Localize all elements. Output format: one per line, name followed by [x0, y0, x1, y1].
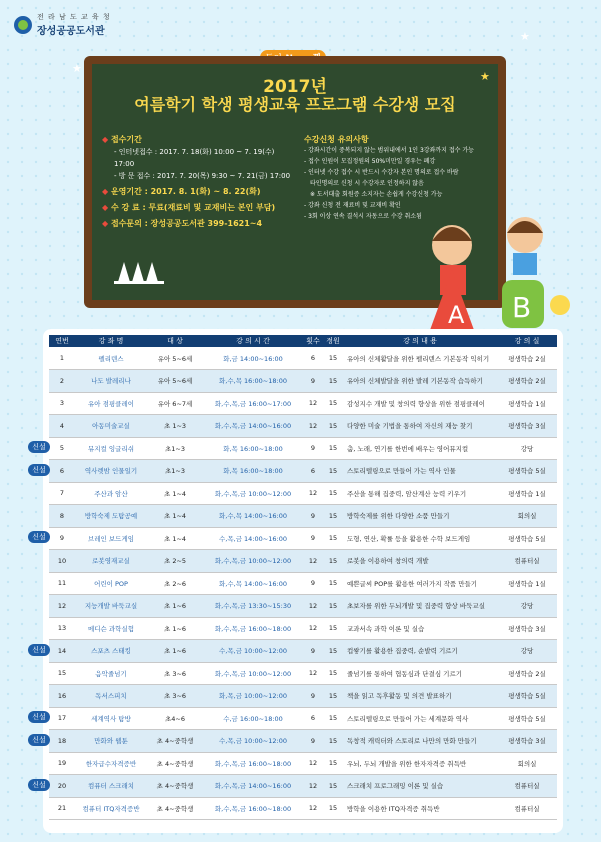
table-cell: 스토리텔링으로 만들어 가는 세계문화 역사 [343, 707, 497, 730]
table-cell: 초 4~중학생 [147, 730, 203, 753]
table-cell: 유아 점핑클레이 [75, 392, 147, 415]
table-cell: 평생학습 3실 [497, 617, 557, 640]
table-cell: 초 1~6 [147, 617, 203, 640]
table-cell: 초 1~6 [147, 640, 203, 663]
board-right-line: ※ 도서대출 회원증 소지자는 손쉽게 수강신청 가능 [310, 191, 443, 198]
table-cell: 화,금 14:00~16:00 [203, 347, 303, 370]
new-course-badge: 신설 [28, 779, 50, 791]
table-row [49, 460, 557, 483]
table-cell: 초 2~6 [147, 572, 203, 595]
table-row [49, 617, 557, 640]
table-cell: 6 [303, 347, 323, 370]
table-cell: 화,수,목,금 10:00~12:00 [203, 482, 303, 505]
table-cell: 12 [303, 775, 323, 798]
table-cell: 평생학습 1실 [497, 572, 557, 595]
table-cell: 도형, 연산, 확률 등을 활용한 수학 보드게임 [343, 527, 497, 550]
program-table [49, 335, 557, 820]
table-row [49, 415, 557, 438]
table-cell: 15 [323, 370, 343, 393]
table-cell: 화,수,목,금 10:00~12:00 [203, 550, 303, 573]
table-cell: 15 [323, 730, 343, 753]
table-row [49, 347, 557, 370]
board-right-line: - 강좌시간이 중복되지 않는 범위내에서 1인 3강좌까지 접수 가능 [304, 147, 474, 154]
table-cell: 15 [323, 572, 343, 595]
table-cell: 9 [49, 527, 75, 550]
table-cell: 6 [303, 460, 323, 483]
table-cell: 춤, 노래, 연기를 한번에 배우는 영어뮤지컬 [343, 437, 497, 460]
table-row [49, 797, 557, 820]
table-cell: 교과서속 과학 이론 및 실습 [343, 617, 497, 640]
table-cell: 12 [303, 482, 323, 505]
new-course-badge: 신설 [28, 441, 50, 453]
table-cell: 초 1~4 [147, 505, 203, 528]
table-cell: 12 [303, 415, 323, 438]
table-cell: 강당 [497, 640, 557, 663]
board-right-head: 수강신청 유의사항 [304, 135, 369, 144]
table-cell: 유아의 신체발달을 위한 발레 기본동작 습득하기 [343, 370, 497, 393]
table-cell: 평생학습 1실 [497, 482, 557, 505]
table-cell: 9 [303, 572, 323, 595]
table-header-row [49, 335, 557, 347]
table-cell: 유아 5~6세 [147, 370, 203, 393]
table-cell: 방학숙제를 위한 다양한 소품 만들기 [343, 505, 497, 528]
table-cell: 화,목 16:00~18:00 [203, 437, 303, 460]
table-cell: 15 [323, 752, 343, 775]
table-cell: 아동미술교실 [75, 415, 147, 438]
table-cell: 수,목,금 10:00~12:00 [203, 640, 303, 663]
table-row [49, 437, 557, 460]
table-cell: 회의실 [497, 752, 557, 775]
table-cell: 15 [323, 685, 343, 708]
logo-title: 장성공공도서관 [37, 26, 105, 37]
table-cell: 독서스피치 [75, 685, 147, 708]
kids-abc-illustration [410, 205, 570, 330]
table-cell: 15 [323, 617, 343, 640]
board-left-head: ◆ 운영기간 : 2017. 8. 1(화) ~ 8. 22(화) [102, 186, 292, 198]
board-left-line: - 인터넷접수 : 2017. 7. 18(화) 10:00 ~ 7. 19(수) 17:00 [114, 148, 275, 168]
table-cell: 화,수,목,금 16:00~18:00 [203, 797, 303, 820]
new-course-badge: 신설 [28, 531, 50, 543]
new-course-badge: 신설 [28, 734, 50, 746]
column-header: 대 상 [147, 335, 203, 347]
board-left-head: ◆ 접수기간 [102, 134, 292, 146]
table-cell: 초 1~6 [147, 595, 203, 618]
pencils-icon [114, 260, 172, 284]
table-row [49, 505, 557, 528]
table-cell: 15 [323, 347, 343, 370]
table-cell: 줄넘기를 통하여 협동심과 단결심 기르기 [343, 662, 497, 685]
board-right-line: - 강좌 신청 전 재료비 및 교재비 확인 [304, 202, 401, 209]
table-cell: 12 [303, 662, 323, 685]
table-cell: 컵쌓기를 활용한 집중력, 순발력 기르기 [343, 640, 497, 663]
table-cell: 주산을 통해 집중력, 암산계산 능력 키우기 [343, 482, 497, 505]
table-cell: 스크래치 프로그래밍 이론 및 실습 [343, 775, 497, 798]
table-cell: 초 2~5 [147, 550, 203, 573]
table-cell: 컴퓨터 ITQ자격증반 [75, 797, 147, 820]
star-icon: ★ [520, 30, 530, 43]
table-cell: 로봇을 이용하여 창의력 개발 [343, 550, 497, 573]
program-table-card [43, 329, 563, 833]
table-cell: 초1~3 [147, 460, 203, 483]
table-cell: 15 [323, 392, 343, 415]
table-row [49, 595, 557, 618]
table-cell: 화,목 16:00~18:00 [203, 460, 303, 483]
column-header: 강 좌 명 [75, 335, 147, 347]
table-cell: 화,수,목,금 16:00~18:00 [203, 752, 303, 775]
board-right-line: - 접수 인원이 모집정원의 50%미만일 경우는 폐강 [304, 158, 436, 165]
table-cell: 우뇌, 두뇌 개발을 위한 한자자격증 취득반 [343, 752, 497, 775]
logo-icon [14, 16, 32, 34]
table-cell: 6 [303, 707, 323, 730]
table-cell: 회의실 [497, 505, 557, 528]
table-cell: 화,수,목 16:00~18:00 [203, 370, 303, 393]
table-cell: 9 [303, 437, 323, 460]
board-left-head: ◆ 수 강 료 : 무료(재료비 및 교재비는 본인 부담) [102, 202, 292, 214]
table-cell: 10 [49, 550, 75, 573]
table-cell: 평생학습 3실 [497, 415, 557, 438]
table-cell: 초 4~중학생 [147, 775, 203, 798]
table-cell: 초 3~6 [147, 662, 203, 685]
table-cell: 화,수,목,금 10:00~12:00 [203, 662, 303, 685]
board-right-line: - 인터넷 수강 접수 시 반드시 수강자 본인 명의로 접수 바람 [304, 169, 459, 176]
table-cell: 화,수,목,금 13:30~15:30 [203, 595, 303, 618]
table-cell: 나도 발레리나 [75, 370, 147, 393]
table-row [49, 572, 557, 595]
board-left-column [102, 134, 292, 230]
table-cell: 평생학습 2실 [497, 347, 557, 370]
table-row [49, 392, 557, 415]
table-cell: 9 [303, 685, 323, 708]
table-cell: 감성지수 개발 및 창의력 향상을 위한 점핑클레이 [343, 392, 497, 415]
board-right-line: 타인명의로 신청 시 수강자로 인정하지 않음 [310, 180, 424, 187]
table-cell: 컴퓨터실 [497, 775, 557, 798]
table-cell: 브레인 보드게임 [75, 527, 147, 550]
table-cell: 1 [49, 347, 75, 370]
table-cell: 예쁜글씨 POP를 활용한 여러가지 작품 만들기 [343, 572, 497, 595]
table-cell: 15 [323, 437, 343, 460]
table-body [49, 347, 557, 820]
table-cell: 컴퓨터 스크래치 [75, 775, 147, 798]
table-row [49, 640, 557, 663]
table-cell: 15 [323, 640, 343, 663]
table-cell: 9 [303, 370, 323, 393]
column-header: 강 의 시 간 [203, 335, 303, 347]
table-cell: 평생학습 3실 [497, 730, 557, 753]
table-cell: 19 [49, 752, 75, 775]
column-header: 연번 [49, 335, 75, 347]
table-cell: 12 [49, 595, 75, 618]
table-cell: 9 [303, 730, 323, 753]
table-row [49, 730, 557, 753]
table-cell: 16 [49, 685, 75, 708]
table-cell: 12 [303, 617, 323, 640]
table-cell: 스포츠 스태킹 [75, 640, 147, 663]
table-cell: 초 4~중학생 [147, 797, 203, 820]
table-cell: 9 [303, 505, 323, 528]
table-cell: 화,수,목,금 14:00~16:00 [203, 415, 303, 438]
table-cell: 다양한 미술 기법을 통하여 자신의 재능 찾기 [343, 415, 497, 438]
table-cell: 15 [323, 482, 343, 505]
table-row [49, 775, 557, 798]
new-course-badge: 신설 [28, 644, 50, 656]
table-cell: 강당 [497, 595, 557, 618]
table-cell: 뮤지컬 잉글리쉬 [75, 437, 147, 460]
new-course-badge: 신설 [28, 464, 50, 476]
table-cell: 화,목,금 10:00~12:00 [203, 685, 303, 708]
logo-subtitle: 전 라 남 도 교 육 청 [37, 13, 111, 21]
table-cell: 5 [49, 437, 75, 460]
table-cell: 15 [323, 527, 343, 550]
table-cell: 15 [323, 797, 343, 820]
table-cell: 8 [49, 505, 75, 528]
table-cell: 17 [49, 707, 75, 730]
table-cell: 유아 5~6세 [147, 347, 203, 370]
table-cell: 15 [49, 662, 75, 685]
column-header: 강 의 실 [497, 335, 557, 347]
table-cell: 책을 읽고 독후활동 및 의견 발표하기 [343, 685, 497, 708]
table-cell: 15 [323, 550, 343, 573]
table-cell: 유아의 신체활달을 위한 펠리덴스 기본동작 익히기 [343, 347, 497, 370]
column-header: 정원 [323, 335, 343, 347]
table-cell: 13 [49, 617, 75, 640]
column-header: 강 의 내 용 [343, 335, 497, 347]
table-cell: 스토리텔링으로 만들어 가는 역사 인물 [343, 460, 497, 483]
table-cell: 6 [49, 460, 75, 483]
table-cell: 어린이 POP [75, 572, 147, 595]
table-cell: 15 [323, 775, 343, 798]
table-cell: 평생학습 2실 [497, 370, 557, 393]
table-cell: 3 [49, 392, 75, 415]
table-cell: 9 [303, 640, 323, 663]
table-cell: 12 [303, 550, 323, 573]
table-row [49, 752, 557, 775]
table-cell: 15 [323, 662, 343, 685]
table-cell: 유아 6~7세 [147, 392, 203, 415]
table-cell: 방학을 이용한 ITQ자격증 취득반 [343, 797, 497, 820]
table-cell: 초 1~3 [147, 415, 203, 438]
table-row [49, 685, 557, 708]
table-row [49, 527, 557, 550]
table-cell: 2 [49, 370, 75, 393]
table-cell: 컴퓨터실 [497, 550, 557, 573]
board-left-head: ◆ 접수문의 : 장성공공도서관 399-1621~4 [102, 218, 292, 230]
table-cell: 18 [49, 730, 75, 753]
table-cell: 15 [323, 505, 343, 528]
table-cell: 15 [323, 707, 343, 730]
table-cell: 평생학습 1실 [497, 392, 557, 415]
table-cell: 방학숙제 도탐공예 [75, 505, 147, 528]
table-cell: 로봇영재교실 [75, 550, 147, 573]
table-cell: 독창적 캐릭터와 스토리로 나만의 만화 만들기 [343, 730, 497, 753]
table-cell: 평생학습 2실 [497, 662, 557, 685]
table-cell: 화,수,목 14:00~16:00 [203, 572, 303, 595]
table-cell: 주산과 암산 [75, 482, 147, 505]
table-cell: 평생학습 5실 [497, 707, 557, 730]
table-cell: 12 [303, 752, 323, 775]
table-cell: 만화와 웹툰 [75, 730, 147, 753]
table-cell: 7 [49, 482, 75, 505]
new-course-badge: 신설 [28, 711, 50, 723]
table-cell: 한자급수자격증반 [75, 752, 147, 775]
table-cell: 4 [49, 415, 75, 438]
table-cell: 화,수,목 14:00~16:00 [203, 505, 303, 528]
table-row [49, 707, 557, 730]
star-icon: ★ [72, 62, 82, 75]
table-cell: 세계역사 탐방 [75, 707, 147, 730]
table-cell: 14 [49, 640, 75, 663]
table-cell: 9 [303, 527, 323, 550]
table-cell: 초 3~6 [147, 685, 203, 708]
table-cell: 역사렛밤 인물일기 [75, 460, 147, 483]
table-cell: 초 4~중학생 [147, 752, 203, 775]
table-cell: 12 [303, 392, 323, 415]
table-row [49, 370, 557, 393]
table-cell: 평생학습 5실 [497, 685, 557, 708]
svg-text:A: A [448, 301, 465, 329]
svg-text:B: B [512, 291, 532, 324]
library-logo [14, 12, 111, 37]
table-cell: 강당 [497, 437, 557, 460]
table-cell: 15 [323, 460, 343, 483]
table-cell: 12 [303, 595, 323, 618]
table-cell: 15 [323, 595, 343, 618]
table-cell: 초1~3 [147, 437, 203, 460]
board-left-line: - 방 문 접수 : 2017. 7. 20(목) 9:30 ~ 7. 21(금) 17:00 [114, 172, 291, 180]
board-year: 2017년 [263, 77, 327, 97]
board-right-line: - 3회 이상 연속 결석시 자동으로 수강 취소됨 [304, 213, 422, 220]
table-cell: 음악줄넘기 [75, 662, 147, 685]
table-row [49, 662, 557, 685]
table-cell: 15 [323, 415, 343, 438]
star-icon: ★ [480, 70, 490, 83]
table-cell: 21 [49, 797, 75, 820]
table-cell: 평생학습 5실 [497, 460, 557, 483]
table-cell: 지능개발 바둑교실 [75, 595, 147, 618]
table-cell: 수,목,금 14:00~16:00 [203, 527, 303, 550]
table-cell: 메디슨 과학실험 [75, 617, 147, 640]
table-cell: 초4~6 [147, 707, 203, 730]
table-cell: 화,수,목,금 14:00~16:00 [203, 775, 303, 798]
table-row [49, 482, 557, 505]
table-cell: 초 1~4 [147, 482, 203, 505]
table-row [49, 550, 557, 573]
table-cell: 20 [49, 775, 75, 798]
table-cell: 12 [303, 797, 323, 820]
table-cell: 수,금 16:00~18:00 [203, 707, 303, 730]
table-cell: 컴퓨터실 [497, 797, 557, 820]
board-title: 여름학기 학생 평생교육 프로그램 수강생 모집 [134, 95, 456, 114]
table-cell: 11 [49, 572, 75, 595]
table-cell: 수,목,금 10:00~12:00 [203, 730, 303, 753]
column-header: 횟수 [303, 335, 323, 347]
table-cell: 화,수,목,금 16:00~18:00 [203, 617, 303, 640]
table-cell: 초 1~4 [147, 527, 203, 550]
table-cell: 펠리덴스 [75, 347, 147, 370]
table-cell: 평생학습 5실 [497, 527, 557, 550]
table-cell: 화,수,목,금 16:00~17:00 [203, 392, 303, 415]
table-cell: 초보자를 위한 두뇌개발 및 집중력 향상 바둑교실 [343, 595, 497, 618]
